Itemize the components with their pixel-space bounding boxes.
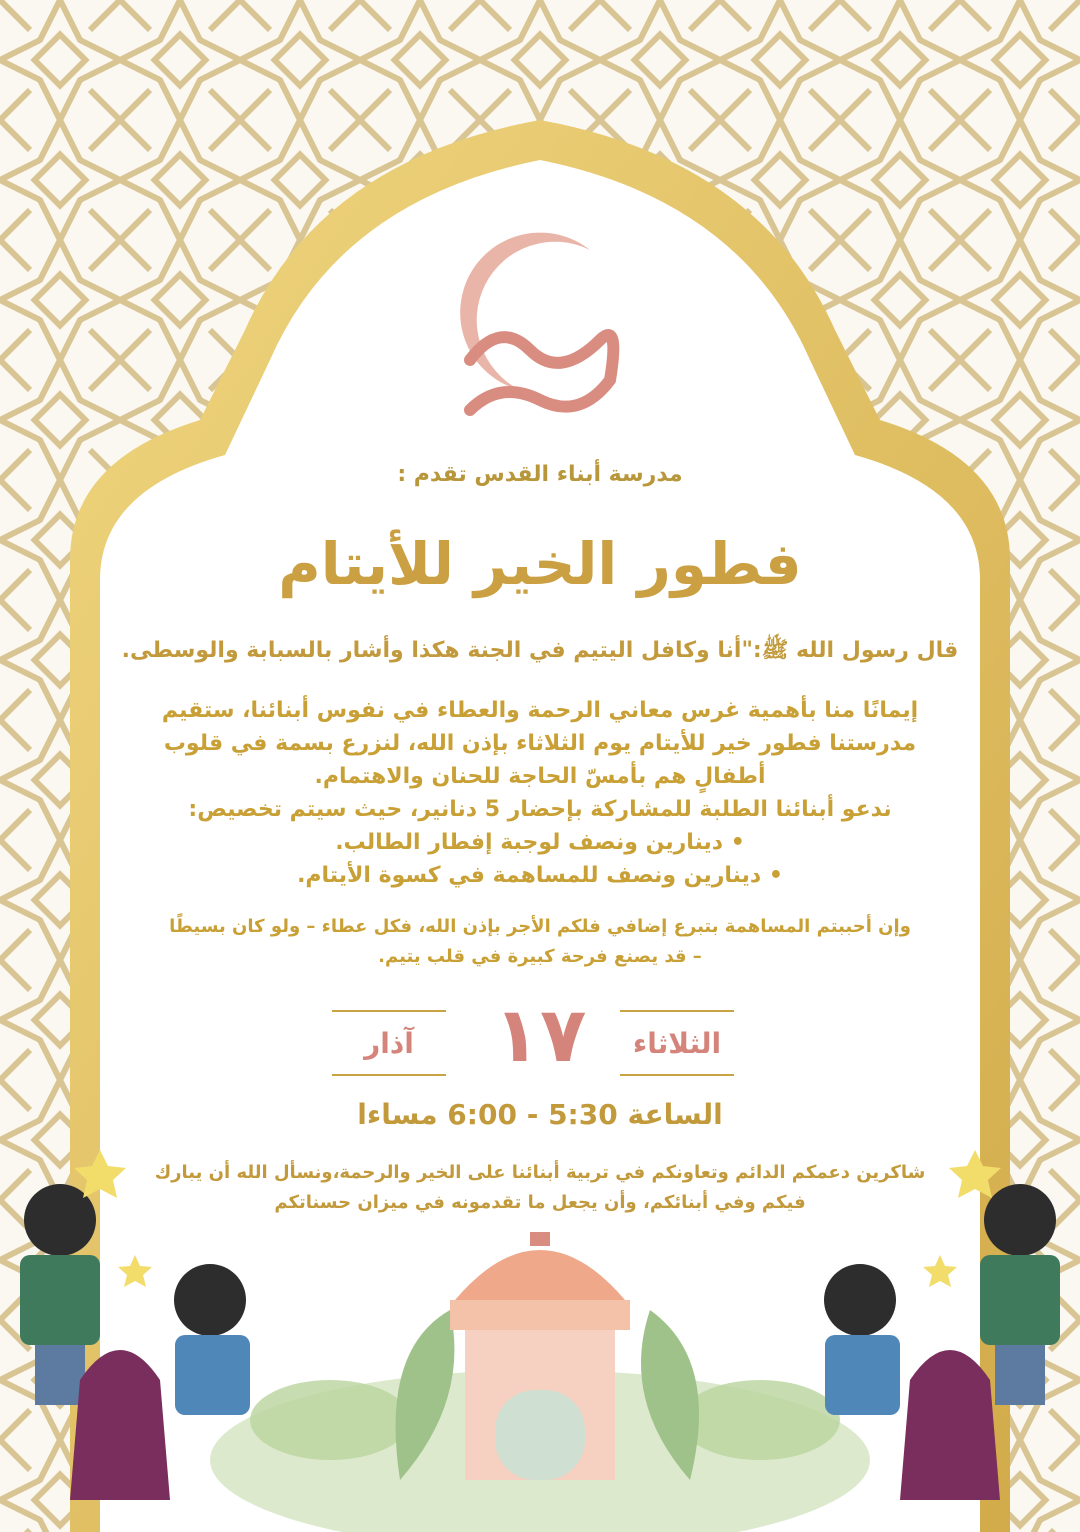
thanks-line: فيكم وفي أبنائكم، وأن يجعل ما تقدمونه في ميزان حسناتكم	[274, 1192, 806, 1213]
description-line: إيمانًا منا بأهمية غرس معاني الرحمة والعطاء في نفوس أبنائنا، ستقيم	[161, 698, 919, 723]
note-line: – قد يصنع فرحة كبيرة في قلب يتيم.	[378, 946, 702, 967]
hadith-text: قال رسول الله ﷺ:"أنا وكافل اليتيم في الجنة هكذا وأشار بالسبابة والوسطى.	[121, 638, 959, 663]
description-line: • دينارين ونصف لوجبة إفطار الطالب.	[335, 830, 745, 855]
thanks-message	[0, 1158, 1080, 1218]
donation-note	[0, 912, 1080, 972]
date-number: ١٧	[493, 990, 587, 1079]
thanks-line: شاكرين دعمكم الدائم وتعاونكم في تربية أبنائنا على الخير والرحمة،ونسأل الله أن يبارك	[154, 1162, 926, 1183]
description-line: مدرستنا فطور خير للأيتام يوم الثلاثاء بإذن الله، لنزرع بسمة في قلوب	[163, 731, 917, 756]
organizer-text: مدرسة أبناء القدس تقدم :	[397, 462, 683, 487]
date-day: الثلاثاء	[620, 1010, 734, 1076]
description-line: أطفالٍ هم بأمسّ الحاجة للحنان والاهتمام.	[314, 764, 766, 789]
event-time: الساعة 5:30 - 6:00 مساءا	[357, 1098, 723, 1131]
description-line: • دينارين ونصف للمساهمة في كسوة الأيتام.	[297, 863, 783, 888]
description-line: ندعو أبنائنا الطلبة للمشاركة بإحضار 5 دنانير، حيث سيتم تخصيص:	[188, 797, 892, 822]
note-line: وإن أحببتم المساهمة بتبرع إضافي فلكم الأجر بإذن الله، فكل عطاء – ولو كان بسيطًا	[169, 916, 911, 937]
event-title: فطور الخير للأيتام	[278, 530, 802, 598]
event-description	[0, 694, 1080, 892]
date-month: آذار	[332, 1010, 446, 1076]
